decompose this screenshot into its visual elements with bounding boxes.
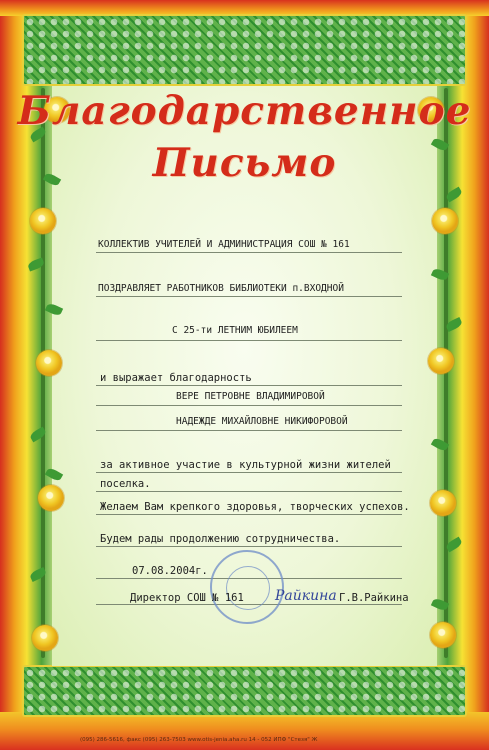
rule-line (96, 340, 402, 341)
cooperation-text: Будем рады продолжению сотрудничества. (100, 533, 341, 545)
rule-line (96, 472, 402, 473)
rule-line (96, 385, 402, 386)
rose-icon (430, 490, 456, 516)
director-name: Г.В.Райкина (339, 592, 409, 604)
bottom-color-band (0, 712, 489, 750)
rule-line (96, 430, 402, 431)
certificate-title-line1: Благодарственное (17, 88, 472, 134)
rose-icon (36, 350, 62, 376)
rose-icon (32, 625, 58, 651)
person1-name: ВЕРЕ ПЕТРОВНЕ ВЛАДИМИРОВОЙ (176, 391, 325, 402)
rule-line (96, 491, 402, 492)
bottom-ornament-border (22, 665, 467, 717)
rule-line (96, 296, 402, 297)
school-stamp (210, 550, 284, 624)
printer-footer: (095) 286-5616, факс (095) 263-7503 www.otis-jenia.aha.ru 14 - 052 ИПФ "Стезя" Ж (80, 737, 318, 743)
rule-line (96, 514, 402, 515)
thanks-text: и выражает благодарность (100, 372, 252, 384)
rose-icon (30, 208, 56, 234)
person2-name: НАДЕЖДЕ МИХАЙЛОВНЕ НИКИФОРОВОЙ (176, 416, 348, 427)
top-ornament-border (22, 14, 467, 86)
rose-icon (428, 348, 454, 374)
reason-line2: поселка. (100, 478, 151, 490)
rule-line (96, 546, 402, 547)
reason-line1: за активное участие в культурной жизни жителей (100, 459, 391, 471)
jubilee-text: С 25-ти ЛЕТНИМ ЮБИЛЕЕМ (172, 325, 298, 336)
wishes-text: Желаем Вам крепкого здоровья, творческих успехов. (100, 501, 410, 513)
director-signature: Райкина (275, 588, 337, 604)
congrats-text: ПОЗДРАВЛЯЕТ РАБОТНИКОВ БИБЛИОТЕКИ п.ВХОДНОЙ (98, 283, 344, 294)
rule-line (96, 252, 402, 253)
rose-icon (432, 208, 458, 234)
rose-icon (430, 622, 456, 648)
certificate-title-line2: Письмо (152, 140, 337, 186)
date-text: 07.08.2004г. (132, 565, 208, 577)
from-text: КОЛЛЕКТИВ УЧИТЕЛЕЙ И АДМИНИСТРАЦИЯ СОШ № 161 (98, 239, 350, 250)
rule-line (96, 405, 402, 406)
rose-icon (38, 485, 64, 511)
director-title: Директор СОШ № 161 (130, 592, 244, 604)
